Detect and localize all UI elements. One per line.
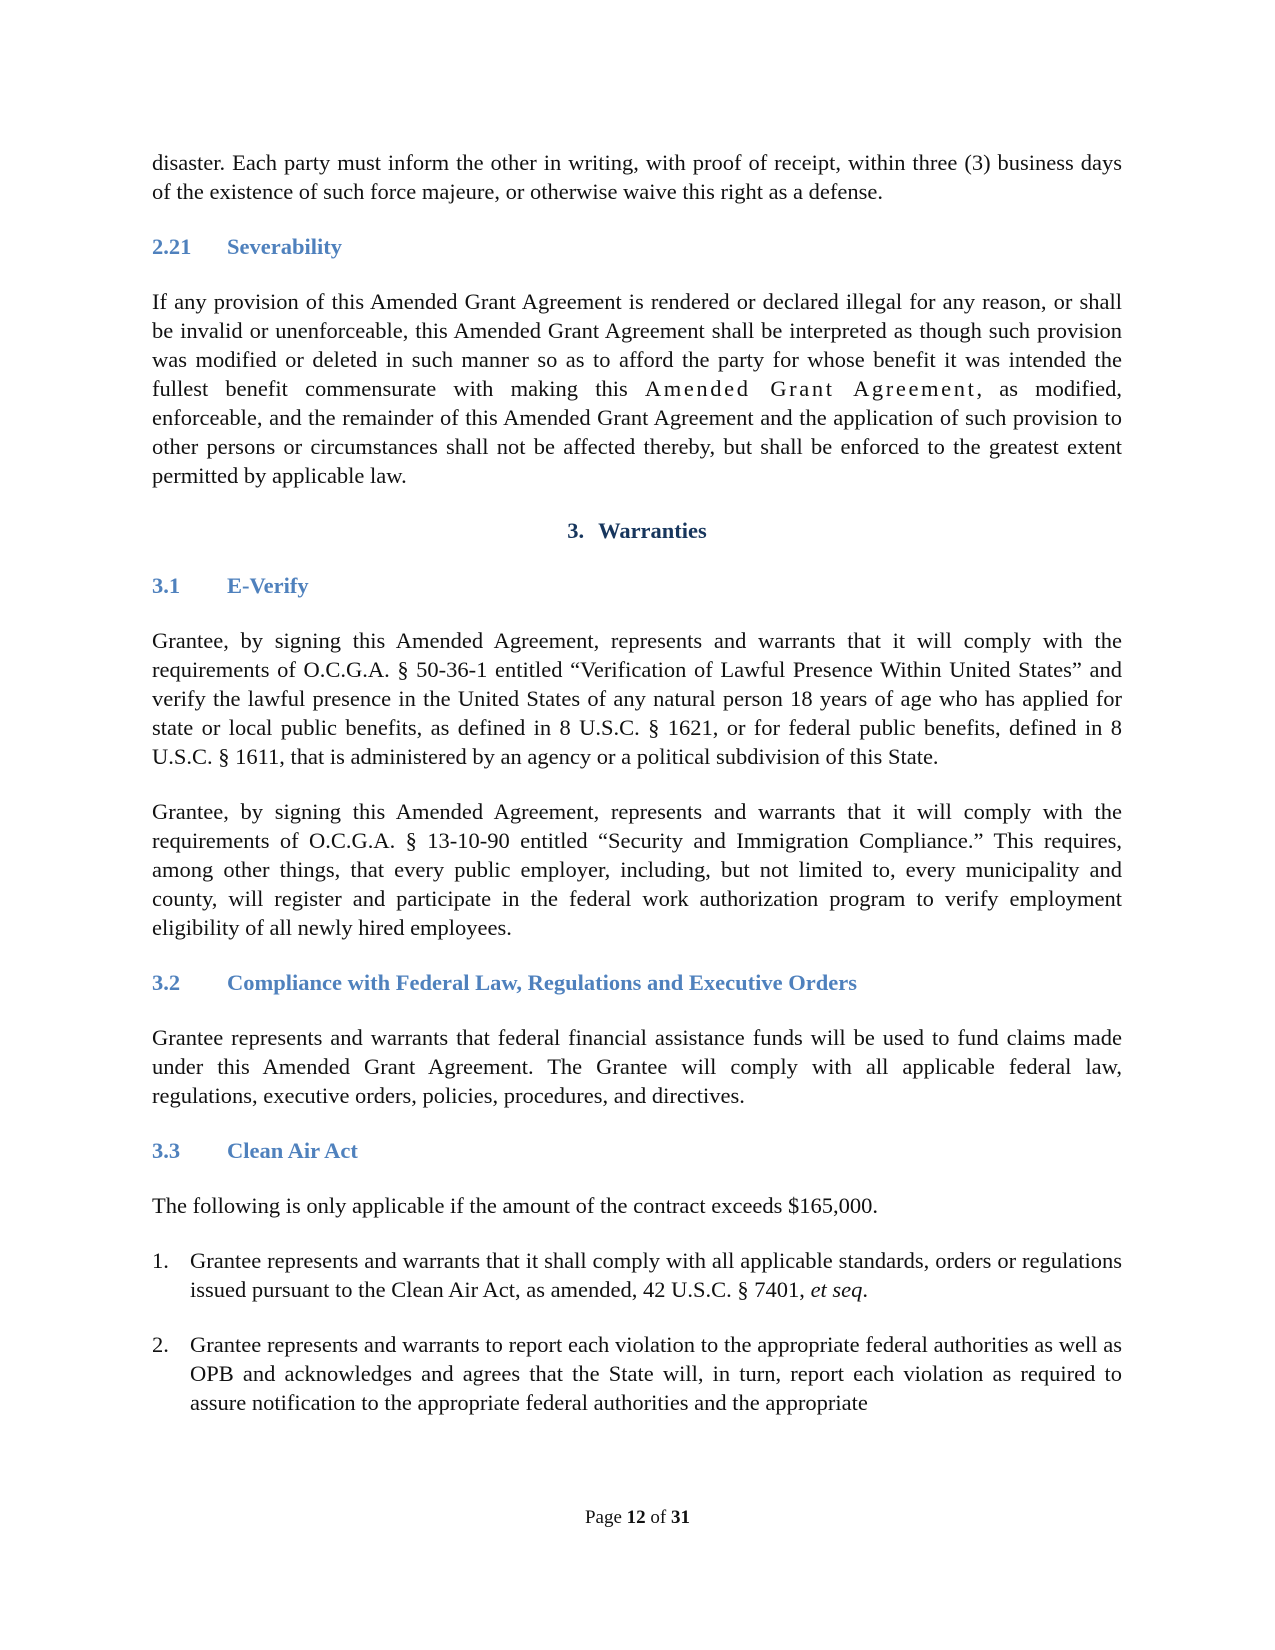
section-number: 3.3	[152, 1138, 181, 1163]
section-heading-2-21	[152, 232, 1122, 261]
severability-paragraph	[152, 287, 1122, 490]
section-title: Compliance with Federal Law, Regulations and Executive Orders	[227, 970, 857, 995]
section-title: Severability	[227, 234, 342, 259]
clean-air-list	[152, 1246, 1122, 1417]
severability-text-2: , as modified, enforceable, and the remainder of this Amended Grant Agreement and the application of such provision to other persons or circumstances shall not be affected thereby, but shall be enforced to the greatest extent permitted by applicable law.	[152, 376, 1122, 488]
footer-current-page: 12	[626, 1507, 646, 1528]
section-number: 3.	[567, 518, 585, 543]
footer-total-pages: 31	[671, 1507, 690, 1528]
federal-law-paragraph: Grantee represents and warrants that federal financial assistance funds will be used to fund claims made under this Amended Grant Agreement. The Grantee will comply with all applicable federal law, regulations, executive orders, policies, procedures, and directives.	[152, 1025, 1122, 1108]
section-heading-3-2	[152, 968, 1122, 997]
section-heading-3	[152, 516, 1122, 545]
list-marker: 2.	[152, 1332, 169, 1357]
section-heading-3-1	[152, 571, 1122, 600]
footer-of: of	[650, 1507, 667, 1528]
e-verify-paragraph-1: Grantee, by signing this Amended Agreement, represents and warrants that it will comply with the requirements of O.C.G.A. § 50-36-1 entitled “Verification of Lawful Presence Within United States” and verify the lawful presence in the United States of any natural person 18 years of age who has applied for state or local public benefits, as defined in 8 U.S.C. § 1621, or for federal public benefits, defined in 8 U.S.C. § 1611, that is administered by an agency or a political subdivision of this State.	[152, 628, 1122, 769]
list-item-italic: et seq	[810, 1277, 863, 1302]
list-item-text	[190, 1246, 1122, 1304]
list-marker: 1.	[152, 1248, 169, 1273]
section-title: E-Verify	[227, 573, 309, 598]
list-item-text: Grantee represents and warrants to report each violation to the appropriate federal authorities as well as OPB and acknowledges and agrees that the State will, in turn, report each violation as required to assure notification to the appropriate federal authorities and the appropriate	[190, 1332, 1122, 1415]
clean-air-intro: The following is only applicable if the amount of the contract exceeds $165,000.	[152, 1193, 879, 1218]
section-heading-3-3	[152, 1136, 1122, 1165]
page-footer	[0, 1506, 1275, 1530]
e-verify-paragraph-2: Grantee, by signing this Amended Agreement, represents and warrants that it will comply with the requirements of O.C.G.A. § 13-10-90 entitled “Security and Immigration Compliance.” This requires, among other things, that every public employer, including, but not limited to, every municipality and county, will register and participate in the federal work authorization program to verify employment eligibility of all newly hired employees.	[152, 799, 1122, 940]
continuation-paragraph: disaster. Each party must inform the other in writing, with proof of receipt, within three (3) business days of the existence of such force majeure, or otherwise waive this right as a defense.	[152, 150, 1122, 204]
list-item	[152, 1330, 1122, 1417]
section-title: Warranties	[598, 518, 707, 543]
list-item-text-main: Grantee represents and warrants that it shall comply with all applicable standards, orders or regulations issued pursuant to the Clean Air Act, as amended, 42 U.S.C. § 7401,	[190, 1248, 1122, 1302]
section-number: 3.2	[152, 970, 181, 995]
footer-prefix: Page	[584, 1507, 622, 1528]
severability-text-1: If any provision of this Amended Grant Agreement is rendered or declared illegal for any reason, or shall be invalid or unenforceable, this Amended Grant Agreement shall be interpreted as though such provision was modified or deleted in such manner so as to afford the party for whose benefit it was intended the fullest benefit commensurate with making this	[152, 289, 1122, 401]
section-number: 2.21	[152, 234, 192, 259]
list-item-tail: .	[862, 1277, 869, 1302]
severability-spaced-text: Amended Grant Agreement	[644, 376, 977, 401]
list-item	[152, 1246, 1122, 1304]
section-title: Clean Air Act	[227, 1138, 358, 1163]
section-number: 3.1	[152, 573, 181, 598]
document-page	[152, 148, 1122, 1417]
